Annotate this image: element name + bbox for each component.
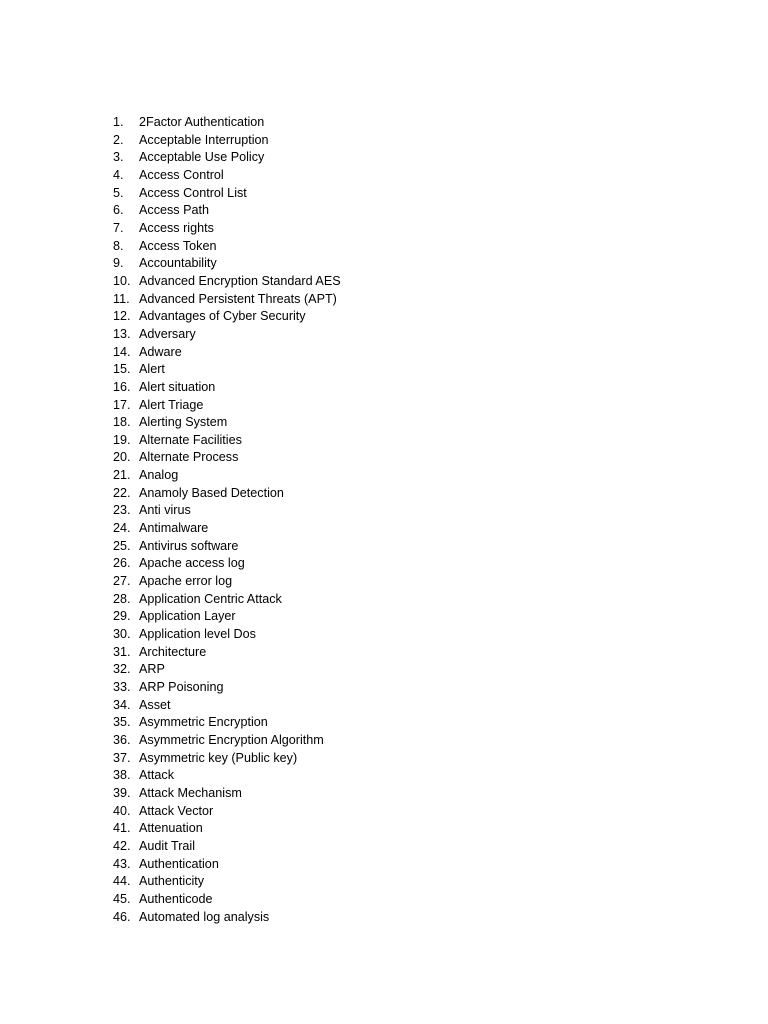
list-item-number: 36. xyxy=(113,732,131,747)
list-item-number: 23. xyxy=(113,503,131,518)
list-item xyxy=(113,591,341,609)
list-item-text: Application Layer xyxy=(139,609,236,624)
list-item-text: Alternate Facilities xyxy=(139,432,242,447)
list-item-number: 22. xyxy=(113,485,131,500)
list-item-number: 14. xyxy=(113,344,131,359)
list-item-number: 34. xyxy=(113,697,131,712)
list-item xyxy=(113,308,341,326)
list-item-text: Alerting System xyxy=(139,415,228,430)
list-item xyxy=(113,732,341,750)
list-item xyxy=(113,273,341,291)
list-item-number: 25. xyxy=(113,538,131,553)
list-item-number: 5. xyxy=(113,185,124,200)
list-item xyxy=(113,520,341,538)
list-item-text: Alert situation xyxy=(139,379,216,394)
list-item-text: Architecture xyxy=(139,644,207,659)
list-item xyxy=(113,644,341,662)
list-item-number: 37. xyxy=(113,750,131,765)
list-item-text: Attack xyxy=(139,768,174,783)
list-item xyxy=(113,485,341,503)
list-item-text: ARP Poisoning xyxy=(139,680,224,694)
list-item-text: Access Control xyxy=(139,167,224,182)
list-item-text: Access Control List xyxy=(139,185,247,200)
list-item-text: Authenticode xyxy=(139,891,213,906)
list-item-number: 29. xyxy=(113,609,131,624)
list-item-text: Attenuation xyxy=(139,821,203,836)
list-item xyxy=(113,909,341,927)
list-item-text: Asymmetric Encryption Algorithm xyxy=(139,732,324,747)
list-item xyxy=(113,856,341,874)
list-item-text: Asset xyxy=(139,697,171,712)
list-item xyxy=(113,626,341,644)
list-item-text: Access rights xyxy=(139,220,214,235)
list-item-number: 3. xyxy=(113,150,124,165)
list-item-number: 26. xyxy=(113,556,131,571)
list-item xyxy=(113,202,341,220)
list-item-number: 12. xyxy=(113,309,131,324)
list-item-text: Antivirus software xyxy=(139,538,239,553)
list-item-number: 24. xyxy=(113,521,131,536)
list-item-number: 30. xyxy=(113,627,131,642)
list-item-number: 15. xyxy=(113,362,131,377)
list-item xyxy=(113,185,341,203)
list-item-number: 9. xyxy=(113,256,124,271)
term-list xyxy=(113,114,341,926)
list-item-text: Analog xyxy=(139,468,179,483)
list-item xyxy=(113,467,341,485)
list-item-text: Antimalware xyxy=(139,521,209,536)
list-item xyxy=(113,361,341,379)
list-item-text: Alternate Process xyxy=(139,450,239,465)
list-item xyxy=(113,149,341,167)
list-item-number: 19. xyxy=(113,432,131,447)
list-item xyxy=(113,661,341,679)
list-item xyxy=(113,255,341,273)
list-item xyxy=(113,449,341,467)
list-item-text: Advanced Persistent Threats (APT) xyxy=(139,291,337,306)
list-item-number: 11. xyxy=(113,291,130,306)
list-item-text: Attack Mechanism xyxy=(139,785,242,800)
list-item-number: 39. xyxy=(113,785,131,800)
list-item-number: 38. xyxy=(113,768,131,783)
list-item-text: Asymmetric key (Public key) xyxy=(139,750,298,765)
list-item-text: Acceptable Interruption xyxy=(139,132,269,147)
list-item xyxy=(113,873,341,891)
list-item-number: 4. xyxy=(113,167,124,182)
list-item-number: 2. xyxy=(113,132,124,147)
list-item xyxy=(113,238,341,256)
list-item-text: Advantages of Cyber Security xyxy=(139,309,306,324)
list-item-number: 1. xyxy=(113,115,124,129)
list-item-number: 44. xyxy=(113,874,131,889)
list-item-number: 8. xyxy=(113,238,124,253)
list-item xyxy=(113,714,341,732)
list-item-number: 21. xyxy=(113,468,131,483)
list-item-number: 40. xyxy=(113,803,131,818)
list-item-number: 43. xyxy=(113,856,131,871)
list-item-number: 6. xyxy=(113,203,124,218)
list-item-number: 45. xyxy=(113,891,131,906)
list-item-text: ARP xyxy=(139,662,165,677)
list-item xyxy=(113,326,341,344)
list-item-text: Attack Vector xyxy=(139,803,214,818)
list-item xyxy=(113,291,341,309)
list-item xyxy=(113,803,341,821)
list-item-text: Authenticity xyxy=(139,874,205,889)
list-item xyxy=(113,132,341,150)
list-item xyxy=(113,538,341,556)
list-item xyxy=(113,379,341,397)
list-item-number: 20. xyxy=(113,450,131,465)
list-item xyxy=(113,555,341,573)
list-item-text: Access Path xyxy=(139,203,209,218)
list-item-text: Audit Trail xyxy=(139,838,195,853)
list-item-number: 18. xyxy=(113,415,131,430)
list-item xyxy=(113,414,341,432)
list-item-text: Access Token xyxy=(139,238,217,253)
list-item-number: 42. xyxy=(113,838,131,853)
list-item xyxy=(113,167,341,185)
list-item-number: 31. xyxy=(113,644,131,659)
list-item xyxy=(113,820,341,838)
list-item xyxy=(113,838,341,856)
list-item-number: 32. xyxy=(113,662,131,677)
list-item-text: Alert xyxy=(139,362,165,377)
list-item-number: 35. xyxy=(113,715,131,730)
list-item xyxy=(113,785,341,803)
list-item xyxy=(113,767,341,785)
list-item-text: Anamoly Based Detection xyxy=(139,485,284,500)
list-item xyxy=(113,432,341,450)
list-item-text: Alert Triage xyxy=(139,397,204,412)
list-item xyxy=(113,608,341,626)
list-item xyxy=(113,750,341,768)
list-item xyxy=(113,697,341,715)
list-item-text: Asymmetric Encryption xyxy=(139,715,268,730)
list-item-text: Accountability xyxy=(139,256,217,271)
list-item-text: Adware xyxy=(139,344,182,359)
list-item xyxy=(113,573,341,591)
list-item xyxy=(113,891,341,909)
list-item-text: Authentication xyxy=(139,856,219,871)
list-item-number: 10. xyxy=(113,273,131,288)
list-item xyxy=(113,220,341,238)
list-item xyxy=(113,397,341,415)
list-item-text: 2Factor Authentication xyxy=(139,115,265,129)
list-item-text: Anti virus xyxy=(139,503,191,518)
list-item-number: 7. xyxy=(113,220,124,235)
list-item-text: Acceptable Use Policy xyxy=(139,150,265,165)
list-item-text: Application Centric Attack xyxy=(139,591,282,606)
list-item-number: 46. xyxy=(113,909,131,924)
list-item-number: 27. xyxy=(113,574,131,589)
list-item-text: Application level Dos xyxy=(139,627,256,642)
list-item xyxy=(113,679,341,697)
list-item-text: Adversary xyxy=(139,326,196,341)
list-item-text: Automated log analysis xyxy=(139,909,270,924)
list-item-number: 28. xyxy=(113,591,131,606)
list-item-text: Advanced Encryption Standard AES xyxy=(139,273,341,288)
list-item xyxy=(113,344,341,362)
list-item-text: Apache error log xyxy=(139,574,233,589)
list-item-number: 16. xyxy=(113,379,131,394)
list-item xyxy=(113,114,341,132)
list-item-number: 13. xyxy=(113,326,131,341)
list-item-number: 33. xyxy=(113,680,131,694)
list-item-text: Apache access log xyxy=(139,556,245,571)
list-item-number: 17. xyxy=(113,397,131,412)
list-item-number: 41. xyxy=(113,821,131,836)
list-item xyxy=(113,502,341,520)
